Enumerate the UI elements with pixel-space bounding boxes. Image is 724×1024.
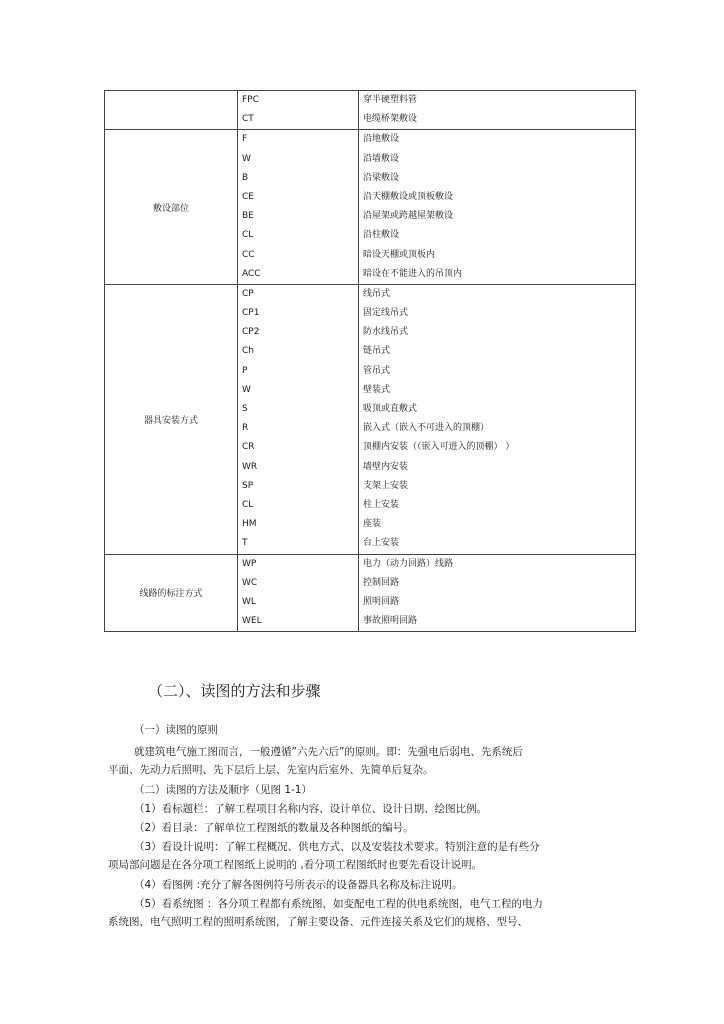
code-text: CC	[242, 249, 255, 260]
section-heading: （二）、读图的方法和步骤	[148, 682, 321, 700]
paragraph-line: 平面、先动力后照明、先下层后上层、先室内后室外、先简单后复杂。	[108, 764, 434, 776]
description-cell	[359, 91, 636, 130]
description-text: 墙壁内安装	[363, 461, 409, 472]
subsection-heading: （一）读图的原则	[134, 724, 218, 736]
code-text: BE	[242, 211, 254, 222]
code-text: Ch	[242, 346, 254, 357]
code-text: W	[242, 384, 251, 395]
description-text: 链吊式	[363, 346, 391, 357]
code-text: WR	[242, 461, 258, 472]
description-text: 管吊式	[363, 365, 391, 376]
code-cell	[238, 130, 359, 285]
code-text: WC	[242, 577, 258, 588]
description-text: 顶棚内安装（（嵌入可进入的顶棚） ）	[363, 442, 515, 453]
code-text: R	[242, 423, 249, 434]
category-cell	[105, 91, 238, 130]
code-text: P	[242, 365, 248, 376]
description-text: 穿半硬塑料管	[363, 95, 418, 105]
code-text: F	[242, 134, 248, 145]
description-cell	[359, 554, 636, 632]
table-row	[105, 284, 636, 554]
code-cell	[238, 284, 359, 554]
legend-table	[104, 90, 636, 632]
description-text: 吸顶或直敷式	[363, 404, 418, 414]
paragraph-line: 系统图，电气照明工程的照明系统图，了解主要设备、元件连接关系及它们的规格、型号、	[108, 916, 528, 928]
description-cell	[359, 284, 636, 554]
table-row	[105, 130, 636, 285]
description-text: 照明回路	[363, 596, 400, 607]
description-text: 柱上安装	[363, 499, 400, 510]
description-cell	[359, 130, 636, 285]
description-text: 座装	[363, 519, 382, 530]
paragraph-line: 就建筑电气施工图而言，一般遵循”六先六后”的原则。即：先强电后弱电、先系统后	[134, 746, 523, 758]
description-text: 防水线吊式	[363, 327, 409, 338]
table-row	[105, 91, 636, 130]
code-text: SP	[242, 480, 254, 491]
code-text: W	[242, 153, 251, 164]
code-text: CE	[242, 191, 254, 202]
paragraph-line: 项局部问题是在各分项工程图纸上说明的 ,看分项工程图纸时也要先看设计说明。	[108, 859, 483, 871]
description-text: 沿地敷设	[363, 134, 400, 145]
paragraph-line: （1）看标题栏：了解工程项目名称内容、设计单位、设计日期、绘图比例。	[134, 803, 488, 815]
code-text: ACC	[242, 268, 261, 279]
paragraph-line: （3）看设计说明：了解工程概况、供电方式、以及安装技术要求。特别注意的是有些分	[134, 841, 540, 853]
code-text: WL	[242, 596, 256, 607]
description-text: 壁装式	[363, 384, 391, 395]
description-text: 电缆桥架敷设	[363, 114, 418, 125]
description-text: 嵌入式（嵌入不可进入的顶棚）	[363, 423, 490, 434]
paragraph-line: （4）看图例 :充分了解各图例符号所表示的设备器具名称及标注说明。	[134, 879, 463, 891]
code-text: CL	[242, 499, 254, 510]
description-text: 暗设天棚或顶板内	[363, 249, 436, 260]
description-text: 沿天棚敷设或顶板敷设	[363, 191, 454, 202]
category-cell: 敷设部位	[105, 130, 238, 285]
code-text: S	[242, 404, 248, 414]
category-cell: 器具安装方式	[105, 284, 238, 554]
code-text: T	[242, 538, 248, 549]
code-text: B	[242, 172, 249, 183]
description-text: 沿屋架或跨越屋架敷设	[363, 211, 454, 222]
category-cell: 线路的标注方式	[105, 554, 238, 632]
description-text: 沿墙敷设	[363, 153, 400, 164]
description-text: 台上安装	[363, 538, 400, 549]
code-cell	[238, 91, 359, 130]
description-text: 事故照明回路	[363, 616, 418, 627]
code-text: CT	[242, 114, 254, 125]
table-row	[105, 554, 636, 632]
code-text: CP2	[242, 327, 260, 338]
code-text: WEL	[242, 616, 262, 627]
code-text: WP	[242, 558, 257, 569]
code-text: FPC	[242, 95, 259, 105]
description-text: 支架上安装	[363, 480, 409, 491]
description-text: 固定线吊式	[363, 308, 409, 319]
description-text: 暗设在不能进入的吊顶内	[363, 268, 463, 279]
description-text: 电力（动力回路）线路	[363, 558, 454, 569]
paragraph-line: （2）看目录：了解单位工程图纸的数量及各种图纸的编号。	[134, 822, 414, 834]
description-text: 沿梁敷设	[363, 172, 400, 183]
code-text: CR	[242, 442, 255, 453]
description-text: 控制回路	[363, 577, 400, 588]
paragraph-line: （5）看系统图 ：各分项工程都有系统图，如变配电工程的供电系统图，电气工程的电力	[134, 898, 544, 910]
code-text: HM	[242, 519, 257, 530]
code-text: CL	[242, 230, 254, 241]
description-text: 线吊式	[363, 288, 391, 299]
code-text: CP	[242, 288, 254, 299]
code-cell	[238, 554, 359, 632]
paragraph-line: （二）读图的方法及顺序（见图 1-1）	[134, 784, 312, 796]
code-text: CP1	[242, 308, 260, 319]
description-text: 沿柱敷设	[363, 230, 400, 241]
